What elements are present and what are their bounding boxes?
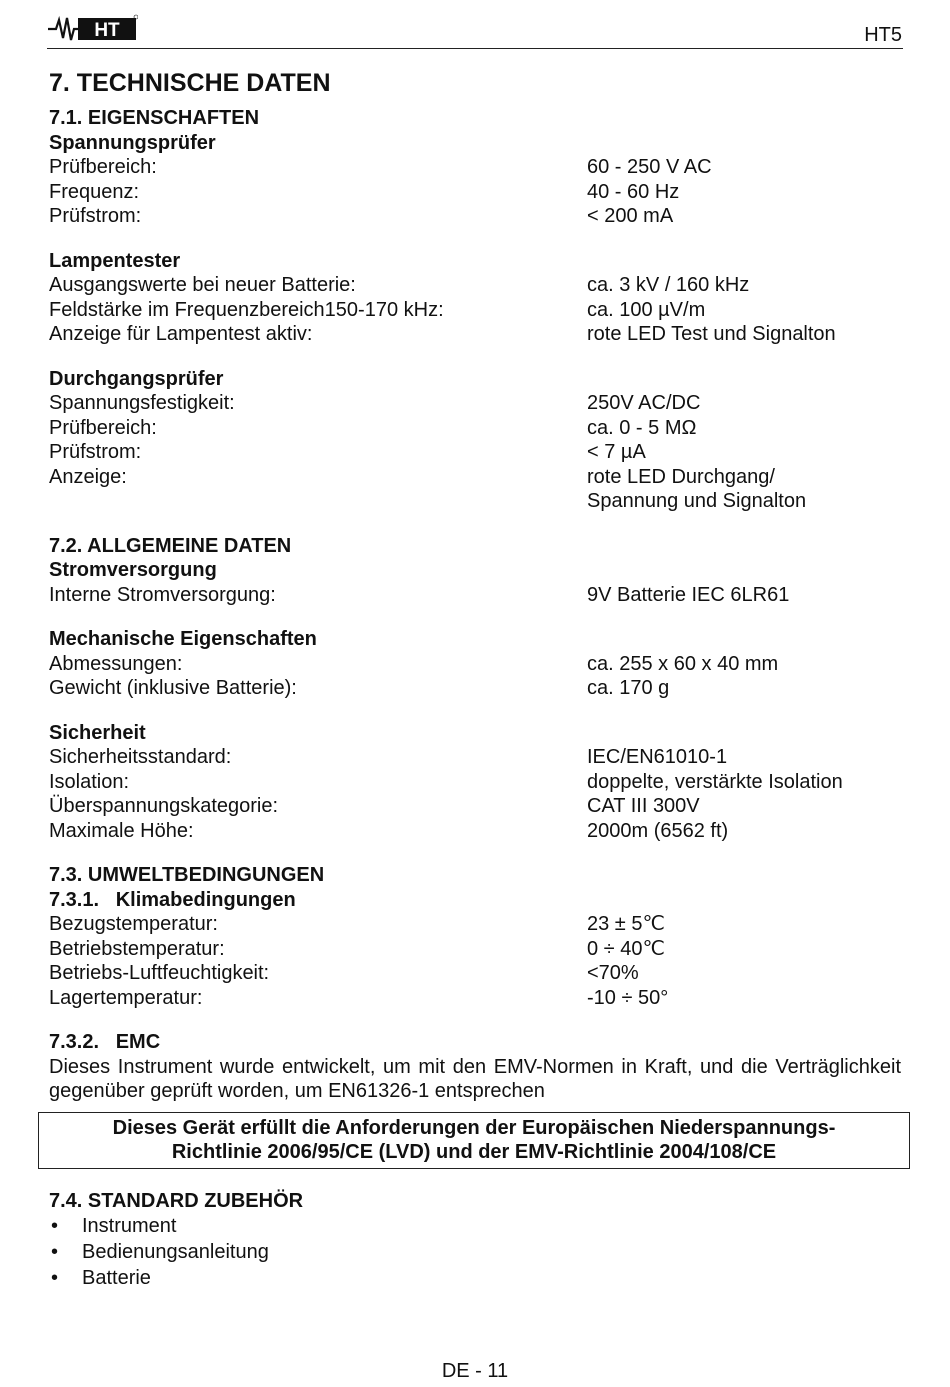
emc-paragraph: Dieses Instrument wurde entwickelt, um mit den EMV-Normen in Kraft, und die Verträglichkeit gegenüber geprüft worden, um EN61326-1 entsprechen bbox=[49, 1055, 901, 1102]
heading-7-4: 7.4. STANDARD ZUBEHÖR bbox=[49, 1189, 304, 1212]
document-body bbox=[49, 66, 901, 1291]
spec-value: 60 - 250 V AC bbox=[587, 156, 712, 178]
spec-label: Betriebstemperatur: bbox=[49, 937, 225, 960]
spec-row bbox=[49, 391, 901, 416]
spec-row bbox=[49, 180, 901, 205]
spec-row bbox=[49, 912, 901, 937]
subheading-durchgangspruefer: Durchgangsprüfer bbox=[49, 367, 224, 390]
notice-line-2: Richtlinie 2006/95/CE (LVD) und der EMV-Richtlinie 2004/108/CE bbox=[171, 1141, 777, 1163]
spec-value: 2000m (6562 ft) bbox=[587, 819, 729, 842]
spec-list bbox=[49, 583, 901, 608]
spec-row bbox=[49, 298, 901, 323]
page-number: DE - 11 bbox=[441, 1360, 509, 1382]
svg-text:HT: HT bbox=[94, 20, 120, 41]
spec-label: Sicherheitsstandard: bbox=[49, 746, 232, 768]
spec-row bbox=[49, 676, 901, 701]
spec-value: ca. 0 - 5 MΩ bbox=[587, 416, 697, 439]
spec-label: Bezugstemperatur: bbox=[49, 913, 218, 935]
spec-row bbox=[49, 155, 901, 180]
spec-label: Prüfstrom: bbox=[49, 205, 142, 227]
spec-label: Betriebs-Luftfeuchtigkeit: bbox=[49, 962, 270, 984]
spec-row bbox=[49, 583, 901, 608]
spec-label: Isolation: bbox=[49, 770, 130, 793]
spec-value: doppelte, verstärkte Isolation bbox=[587, 770, 843, 793]
spec-label: Maximale Höhe: bbox=[49, 819, 194, 842]
spec-value: -10 ÷ 50° bbox=[587, 986, 669, 1009]
spec-list bbox=[49, 652, 901, 701]
bullet-icon: • bbox=[51, 1267, 59, 1289]
spec-label: Prüfstrom: bbox=[49, 441, 142, 463]
spec-value: ca. 3 kV / 160 kHz bbox=[587, 274, 750, 296]
list-item: • Bedienungsanleitung bbox=[51, 1241, 269, 1263]
spec-row bbox=[49, 961, 901, 986]
list-item: • Instrument bbox=[51, 1215, 177, 1237]
notice-line-1: Dieses Gerät erfüllt die Anforderungen der Europäischen Niederspannungs- bbox=[112, 1116, 836, 1139]
spec-row bbox=[49, 745, 901, 770]
spec-list bbox=[49, 155, 901, 229]
heading-7-3: 7.3. UMWELTBEDINGUNGEN bbox=[49, 864, 325, 886]
spec-list bbox=[49, 391, 901, 514]
subheading-klima: 7.3.1. Klimabedingungen bbox=[49, 888, 296, 911]
spec-row bbox=[49, 416, 901, 441]
spec-value: < 200 mA bbox=[587, 205, 674, 227]
spec-row bbox=[49, 794, 901, 819]
conformity-notice bbox=[38, 1112, 910, 1169]
spec-label bbox=[49, 489, 587, 514]
spec-value: <70% bbox=[587, 962, 639, 984]
list-item: • Batterie bbox=[51, 1267, 151, 1289]
spec-row bbox=[49, 986, 901, 1011]
spec-value: 0 ÷ 40℃ bbox=[587, 937, 665, 960]
spec-value: rote LED Durchgang/ bbox=[587, 465, 775, 488]
spec-label: Prüfbereich: bbox=[49, 416, 157, 439]
spec-value: 9V Batterie IEC 6LR61 bbox=[587, 583, 790, 606]
spec-label: Interne Stromversorgung: bbox=[49, 583, 276, 606]
spec-label: Anzeige: bbox=[49, 465, 127, 488]
spec-value: ca. 170 g bbox=[587, 677, 670, 699]
spec-label: Feldstärke im Frequenzbereich150-170 kHz: bbox=[49, 298, 444, 321]
spec-row bbox=[49, 819, 901, 844]
header-divider bbox=[47, 48, 903, 49]
spec-row bbox=[49, 652, 901, 677]
spec-list bbox=[49, 912, 901, 1010]
accessory-list bbox=[49, 1213, 901, 1291]
section-title: 7. TECHNISCHE DATEN bbox=[49, 69, 331, 97]
subheading-lampentester: Lampentester bbox=[49, 249, 181, 272]
spec-label: Ausgangswerte bei neuer Batterie: bbox=[49, 274, 356, 296]
spec-row bbox=[49, 204, 901, 229]
ht-logo bbox=[48, 14, 138, 44]
spec-label: Spannungsfestigkeit: bbox=[49, 392, 235, 414]
subheading-sicherheit: Sicherheit bbox=[49, 721, 146, 744]
spec-row bbox=[49, 489, 901, 514]
spec-value: CAT III 300V bbox=[587, 795, 700, 817]
spec-label: Lagertemperatur: bbox=[49, 986, 203, 1009]
spec-row bbox=[49, 937, 901, 962]
bullet-icon: • bbox=[51, 1215, 59, 1237]
heading-7-2: 7.2. ALLGEMEINE DATEN bbox=[49, 534, 292, 557]
spec-list bbox=[49, 273, 901, 347]
spec-row bbox=[49, 770, 901, 795]
spec-label: Überspannungskategorie: bbox=[49, 795, 279, 817]
spec-value: Spannung und Signalton bbox=[587, 490, 807, 512]
heading-7-1: 7.1. EIGENSCHAFTEN bbox=[49, 107, 260, 129]
spec-label: Anzeige für Lampentest aktiv: bbox=[49, 323, 313, 345]
subheading-stromversorgung: Stromversorgung bbox=[49, 559, 217, 581]
spec-row bbox=[49, 440, 901, 465]
spec-label: Abmessungen: bbox=[49, 652, 183, 675]
spec-label: Prüfbereich: bbox=[49, 156, 157, 178]
spec-label: Frequenz: bbox=[49, 180, 140, 203]
spec-value: IEC/EN61010-1 bbox=[587, 746, 728, 768]
spec-list bbox=[49, 745, 901, 843]
subheading-emc: 7.3.2. EMC bbox=[49, 1031, 161, 1053]
bullet-icon: • bbox=[51, 1241, 59, 1263]
spec-value: 40 - 60 Hz bbox=[587, 180, 680, 203]
spec-label: Gewicht (inklusive Batterie): bbox=[49, 677, 297, 699]
subheading-mechanik: Mechanische Eigenschaften bbox=[49, 628, 317, 650]
spec-row bbox=[49, 273, 901, 298]
spec-value: ca. 100 µV/m bbox=[587, 298, 706, 321]
spec-row bbox=[49, 465, 901, 490]
model-name: HT5 bbox=[864, 24, 902, 46]
spec-value: rote LED Test und Signalton bbox=[587, 323, 836, 345]
spec-value: < 7 µA bbox=[587, 441, 646, 463]
spec-value: ca. 255 x 60 x 40 mm bbox=[587, 652, 779, 675]
spec-value: 250V AC/DC bbox=[587, 392, 701, 414]
subheading-spannungspruefer: Spannungsprüfer bbox=[49, 131, 216, 154]
spec-value: 23 ± 5℃ bbox=[587, 913, 665, 935]
spec-row bbox=[49, 322, 901, 347]
